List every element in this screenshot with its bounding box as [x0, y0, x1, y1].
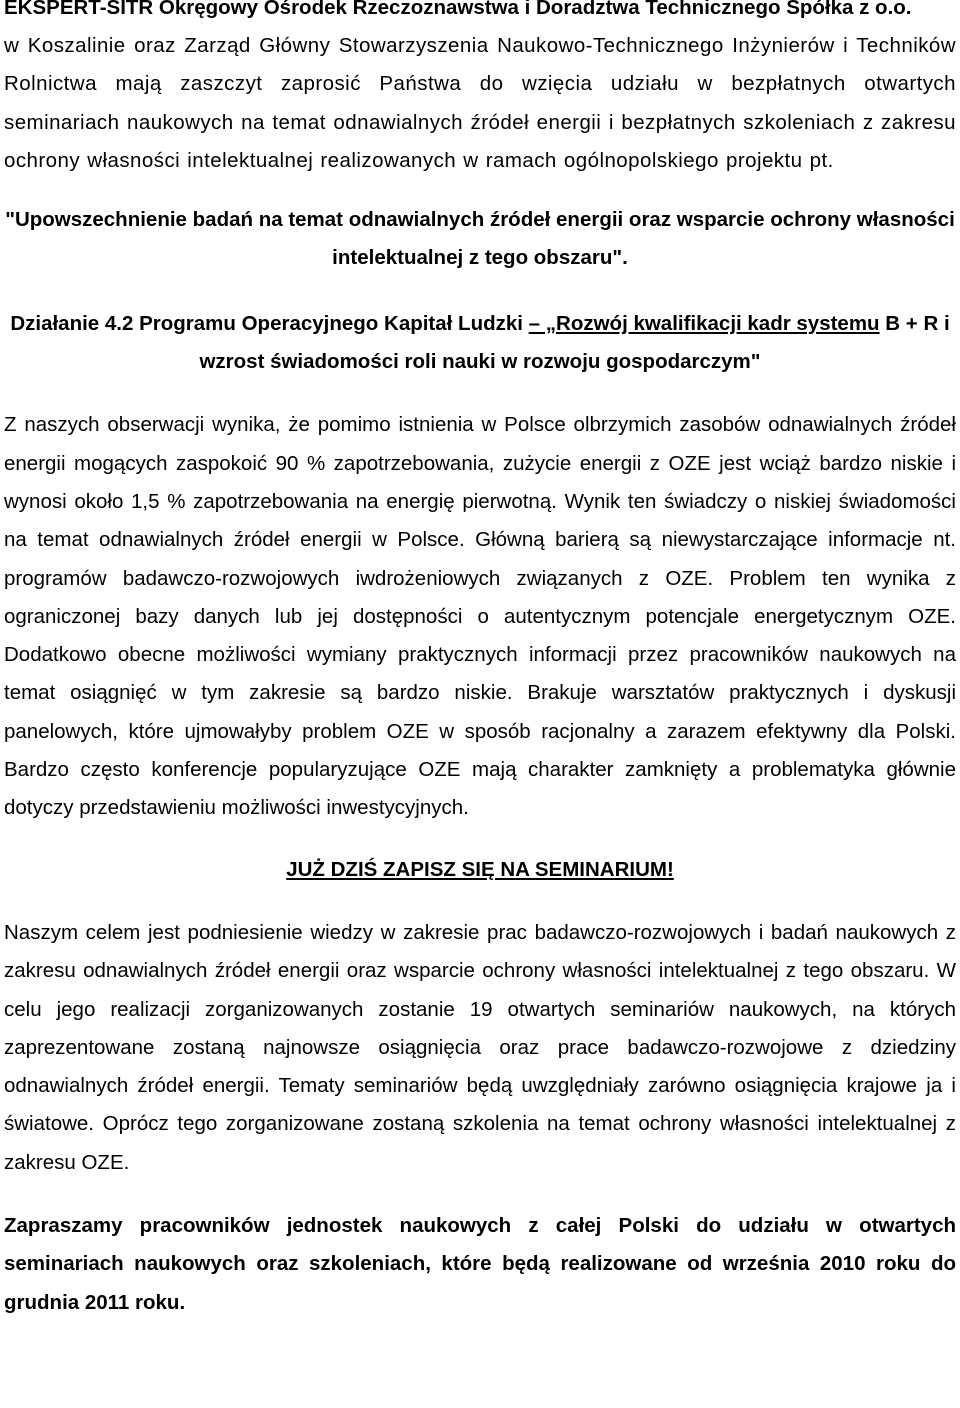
intro-paragraph: w Koszalinie oraz Zarząd Główny Stowarzyszenia Naukowo-Technicznego Inżynierów i Techników Rolnictwa mają zaszczyt zaprosić Państwa do wzięcia udziału w bezpłatnych otwartych seminariach naukowych na temat odnawialnych źródeł energii i bezpłatnych szkoleniach z zakresu ochrony własności intelektualnej realizowanych w ramach ogólnopolskiego projektu pt. [4, 34, 956, 172]
measure-suffix: B + R i wzrost świadomości roli nauki w rozwoju gospodarczym" [199, 311, 950, 374]
measure-prefix: Działanie 4.2 Programu Operacyjnego Kapitał Ludzki [10, 311, 529, 335]
organization-heading: EKSPERT-SITR Okręgowy Ośrodek Rzeczoznawstwa i Doradztwa Technicznego Spółka z o.o. [4, 0, 912, 19]
project-title: "Upowszechnienie badań na temat odnawialnych źródeł energii oraz wsparcie ochrony własności intelektualnej z tego obszaru". [5, 208, 955, 270]
program-measure [4, 305, 956, 382]
measure-underlined-dash: – „Rozwój kwalifikacji kadr systemu [528, 311, 880, 335]
goal-paragraph: Naszym celem jest podniesienie wiedzy w zakresie prac badawczo-rozwojowych i badań naukowych z zakresu odnawialnych źródeł energii oraz wsparcie ochrony własności intelektualnej z tego obszaru. W celu jego realizacji zorganizowanych zostanie 19 otwartych seminariów naukowych, na których zaprezentowane zostaną najnowsze osiągnięcia oraz prace badawczo-rozwojowe z dziedziny odnawialnych źródeł energii. Tematy seminariów będą uwzględniały zarówno osiągnięcia krajowe ja i światowe. Oprócz tego zorganizowane zostaną szkolenia na temat ochrony własności intelektualnej z zakresu OZE. [4, 920, 956, 1174]
invitation-paragraph: Zapraszamy pracowników jednostek naukowych z całej Polski do udziału w otwartych seminariach naukowych oraz szkoleniach, które będą realizowane od września 2010 roku do grudnia 2011 roku. [4, 1214, 956, 1314]
observation-paragraph: Z naszych obserwacji wynika, że pomimo istnienia w Polsce olbrzymich zasobów odnawialnych źródeł energii mogących zaspokoić 90 % zapotrzebowania, zużycie energii z OZE jest wciąż bardzo niskie i wynosi około 1,5 % zapotrzebowania na energię pierwotną. Wynik ten świadczy o niskiej świadomości na temat odnawialnych źródeł energii w Polsce. Główną barierą są niewystarczające informacje nt. programów badawczo-rozwojowych iwdrożeniowych związanych z OZE. Problem ten wynika z ograniczonej bazy danych lub jej dostępności o autentycznym potencjale energetycznym OZE. Dodatkowo obecne możliwości wymiany praktycznych informacji przez pracowników naukowych na temat osiągnięć w tym zakresie są bardzo niskie. Brakuje warsztatów praktycznych i dyskusji panelowych, które ujmowałyby problem OZE w sposób racjonalny a zarazem efektywny dla Polski. Bardzo często konferencje popularyzujące OZE mają charakter zamknięty a problematyka głównie dotyczy przedstawieniu możliwości inwestycyjnych. [4, 413, 956, 820]
signup-call-to-action: JUŻ DZIŚ ZAPISZ SIĘ NA SEMINARIUM! [286, 857, 674, 881]
